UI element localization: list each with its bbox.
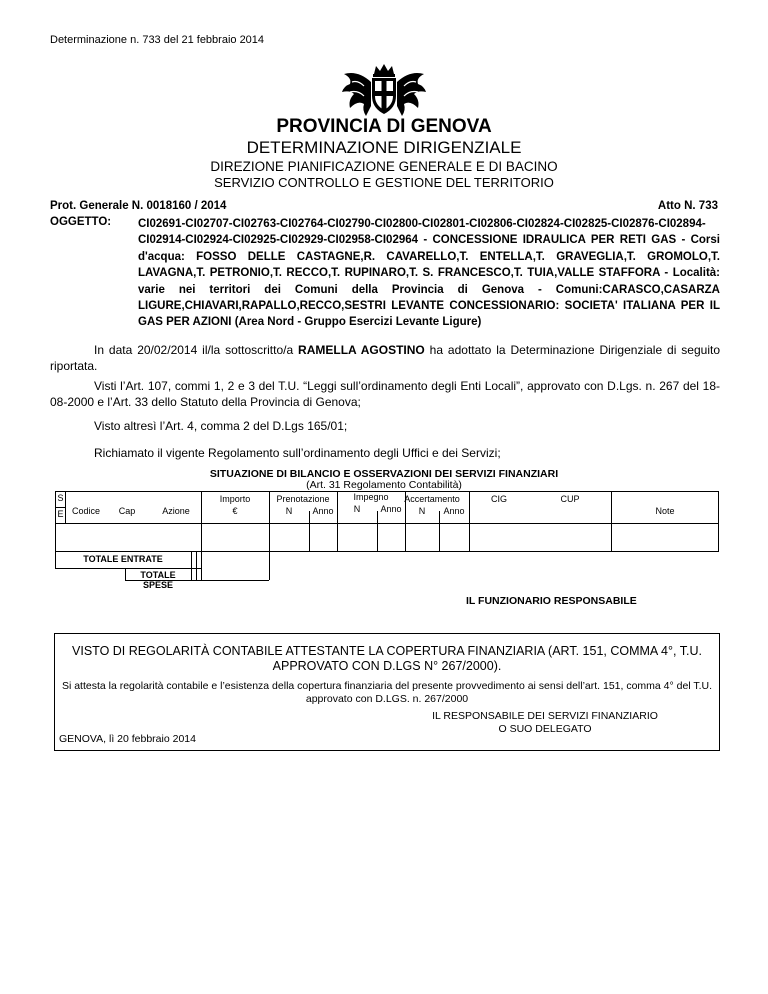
- servizio: SERVIZIO CONTROLLO E GESTIONE DEL TERRITORIO: [214, 175, 554, 190]
- col-prenotazione-anno: Anno: [312, 506, 334, 516]
- responsabile-line-1: IL RESPONSABILE DEI SERVIZI FINANZIARIO: [432, 710, 658, 722]
- col-codice: Codice: [71, 506, 100, 516]
- col-importo: Importo: [219, 494, 251, 504]
- col-impegno-n: N: [353, 504, 361, 514]
- provincia-crest-emblem: [340, 62, 428, 118]
- oggetto-label: OGGETTO:: [50, 216, 112, 228]
- bilancio-title: SITUAZIONE DI BILANCIO E OSSERVAZIONI DEI SERVIZI FINANZIARI: [209, 468, 559, 480]
- visto-title: VISTO DI REGOLARITÀ CONTABILE ATTESTANTE LA COPERTURA FINANZIARIA (ART. 151, COMMA 4°, T.U. APPROVATO CON D.LGS N° 267/2000).: [72, 644, 702, 673]
- protocollo-number: Prot. Generale N. 0018160 / 2014: [50, 200, 227, 212]
- dirigente-name: RAMELLA AGOSTINO: [298, 343, 425, 357]
- document-type: DETERMINAZIONE DIRIGENZIALE: [246, 138, 522, 157]
- col-azione: Azione: [162, 506, 190, 516]
- responsabile-line-2: O SUO DELEGATO: [498, 723, 592, 735]
- visto-text: Si attesta la regolarità contabile e l’esistenza della copertura finanziaria del presente provvedimento ai sensi dell’art. 151, comma 4° del T.U. approvato con D.LGS. n. 267/2000: [61, 680, 713, 705]
- col-cap: Cap: [118, 506, 136, 516]
- ente-title: PROVINCIA DI GENOVA: [276, 116, 492, 137]
- col-prenotazione: Prenotazione: [276, 494, 330, 504]
- funzionario-responsabile: IL FUNZIONARIO RESPONSABILE: [466, 595, 637, 607]
- bilancio-table: [55, 491, 719, 590]
- direzione: DIREZIONE PIANIFICAZIONE GENERALE E DI BACINO: [210, 159, 558, 174]
- col-euro: €: [232, 506, 238, 516]
- paragraph-visti: Visti l’Art. 107, commi 1, 2 e 3 del T.U. “Leggi sull’ordinamento degli Enti Locali”, approvato con D.Lgs. n. 267 del 18-08-2000 e l’Art. 33 dello Statuto della Provincia di Genova;: [50, 379, 720, 409]
- col-prenotazione-n: N: [285, 506, 293, 516]
- col-note: Note: [655, 506, 675, 516]
- bilancio-subtitle: (Art. 31 Regolamento Contabilità): [306, 479, 462, 491]
- col-accertamento-n: N: [418, 506, 426, 516]
- responsabile-servizi: [415, 710, 675, 736]
- atto-number: Atto N. 733: [657, 200, 718, 212]
- totale-entrate: TOTALE ENTRATE: [83, 554, 163, 564]
- col-cup: CUP: [560, 494, 580, 504]
- paragraph-adozione: [50, 343, 720, 374]
- totale-spese: TOTALE SPESE: [140, 570, 176, 590]
- paragraph-richiamato: Richiamato il vigente Regolamento sull’ordinamento degli Uffici e dei Servizi;: [94, 446, 501, 460]
- determinazione-reference: Determinazione n. 733 del 21 febbraio 2014: [50, 34, 265, 46]
- oggetto-text: CI02691-CI02707-CI02763-CI02764-CI02790-CI02800-CI02801-CI02806-CI02824-CI02825-CI02876-CI02894-CI02914-CI02924-CI02925-CI02929-CI02958-CI02964 - CONCESSIONE IDRAULICA PER RETI GAS - Corsi d'acqua: FOSSO DELLE CASTAGNE,R. CAVARELLO,T. ENTELLA,T. GRAVEGLIA,T. GROMOLO,T. LAVAGNA,T. PETRONIO,T. RECCO,T. RUPINARO,T. S. FRANCESCO,T. TUIA,VALLE STAFFORA - Località: varie nei territori dei Comuni della Provincia di Genova - Comuni:CARASCO,CASARZA LIGURE,CHIAVARI,RAPALLO,RECCO,SESTRI LEVANTE CONCESSIONARIO: SOCIETA' ITALIANA PER IL GAS PER AZIONI (Area Nord - Gruppo Esercizi Levante Ligure): [138, 218, 720, 329]
- col-impegno-anno: Anno: [380, 504, 402, 514]
- paragraph-adozione-a: In data 20/02/2014 il/la sottoscritto/a: [94, 343, 299, 357]
- col-accertamento-anno: Anno: [443, 506, 465, 516]
- visto-regolarita-box: [54, 633, 720, 751]
- paragraph-visto-altresi: Visto altresì l’Art. 4, comma 2 del D.Lgs 165/01;: [94, 419, 348, 433]
- col-cig: CIG: [490, 494, 507, 504]
- col-accertamento: Accertamento: [404, 494, 460, 504]
- col-impegno: Impegno: [353, 492, 389, 502]
- visto-date: GENOVA, lì 20 febbraio 2014: [59, 733, 196, 745]
- col-e: E: [57, 509, 64, 519]
- paragraph-adozione-b: ha adottato la Determinazione Dirigenziale di seguito riportata.: [50, 343, 721, 373]
- col-s: S: [57, 493, 64, 503]
